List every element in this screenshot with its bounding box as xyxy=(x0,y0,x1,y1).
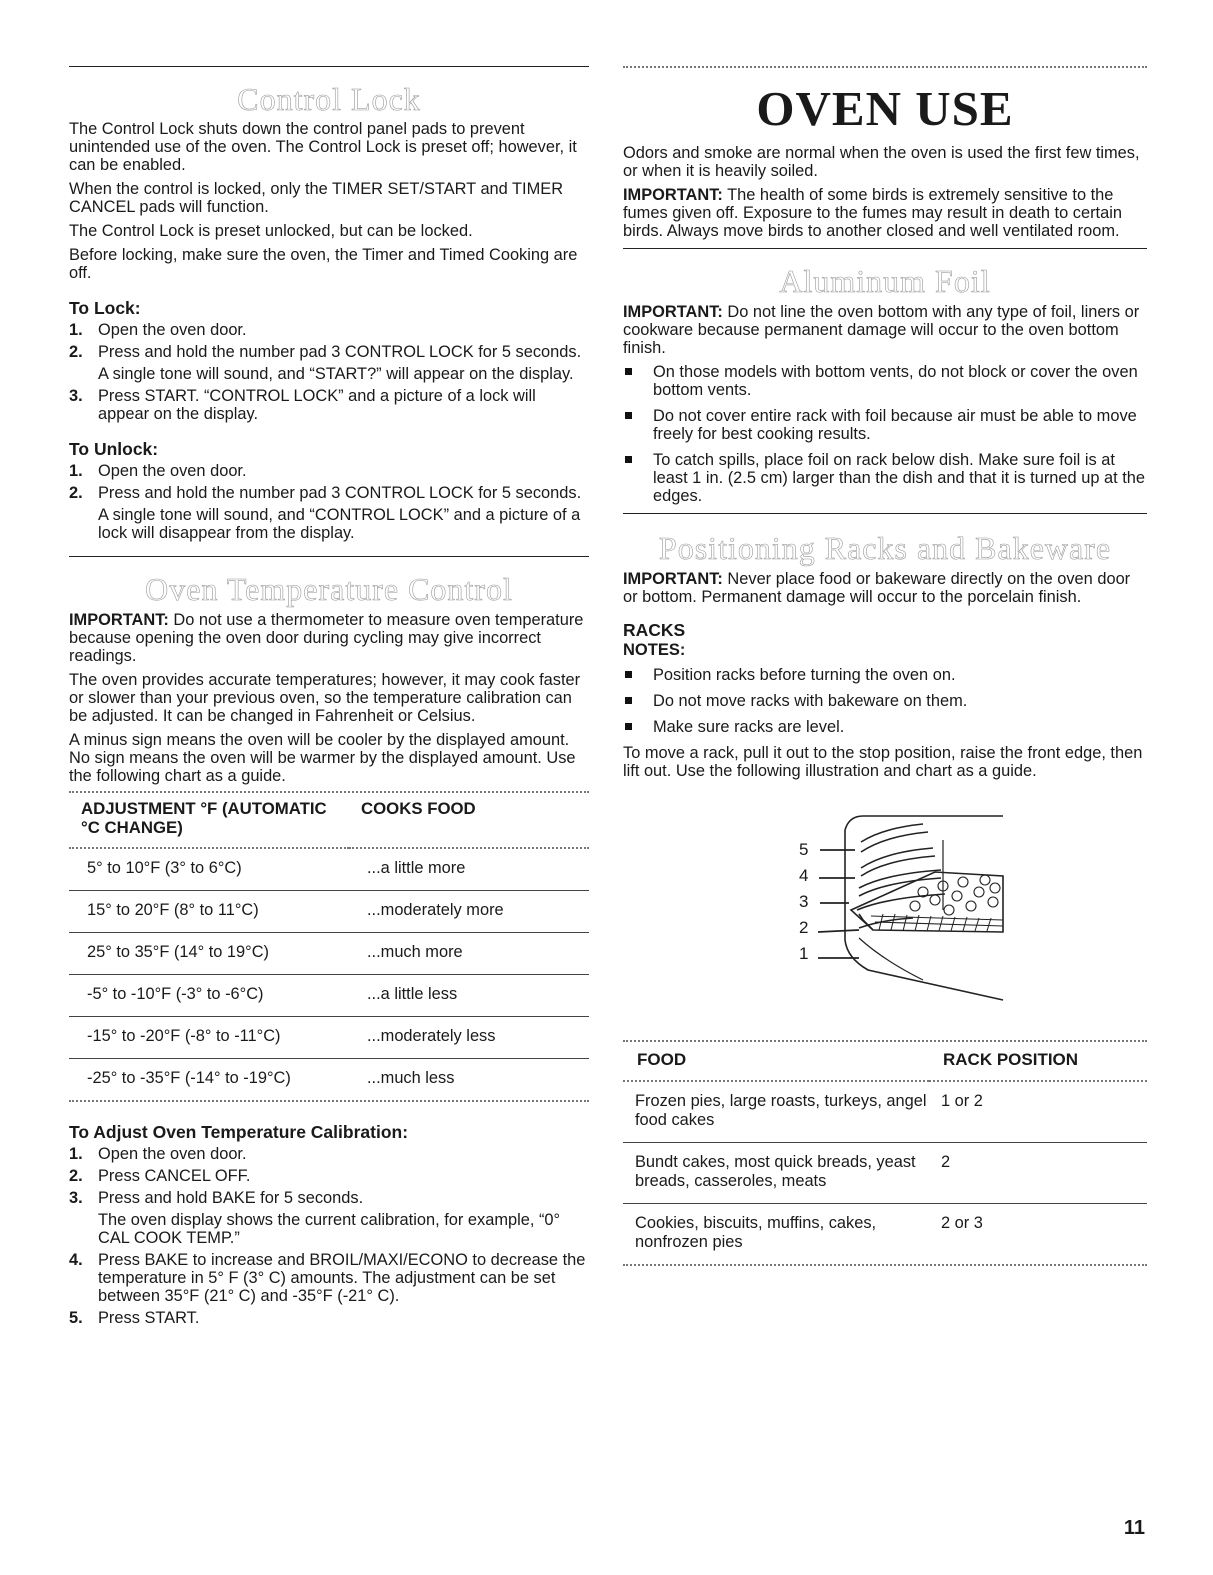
calibration-table xyxy=(69,793,589,1100)
page-title: OVEN USE xyxy=(756,81,1014,136)
important-note: IMPORTANT: Do not use a thermometer to measure oven temperature because opening the oven door during cycling may give incorrect readings. xyxy=(69,611,584,665)
foil-title: Aluminum Foil xyxy=(779,263,991,299)
paragraph: The Control Lock is preset unlocked, but can be locked. xyxy=(69,222,473,240)
list-item: 5. Press START. xyxy=(69,1309,200,1327)
control-lock-title: Control Lock xyxy=(237,81,421,117)
rack-number-labels xyxy=(799,837,808,967)
list-item: 1. Open the oven door. xyxy=(69,462,247,480)
to-unlock-heading: To Unlock: xyxy=(69,439,159,459)
paragraph: When the control is locked, only the TIMER SET/START and TIMER CANCEL pads will function. xyxy=(69,180,564,216)
paragraph: The Control Lock shuts down the control panel pads to prevent unintended use of the oven. The Control Lock is preset off; however, it can be enabled. xyxy=(69,120,577,174)
to-lock-heading: To Lock: xyxy=(69,298,141,318)
section-divider xyxy=(623,248,1147,249)
lock-steps xyxy=(69,321,589,423)
table-row: Cookies, biscuits, muffins, cakes, nonfrozen pies 2 or 3 xyxy=(635,1214,983,1251)
list-item: 3. Press START. “CONTROL LOCK” and a picture of a lock will appear on the display. xyxy=(69,387,536,423)
table-bottom-rule xyxy=(623,1264,1147,1266)
section-divider xyxy=(69,66,589,67)
rack-position-table xyxy=(623,1042,1147,1264)
list-item: Position racks before turning the oven on. xyxy=(623,666,1147,684)
column-header: FOOD xyxy=(637,1050,687,1069)
list-item: Make sure racks are level. xyxy=(623,718,1147,736)
notes-heading: NOTES: xyxy=(623,641,686,659)
racks-heading: RACKS xyxy=(623,620,686,640)
rack-illustration xyxy=(623,810,1147,1040)
paragraph: Odors and smoke are normal when the oven is used the first few times, or when it is heavily soiled. xyxy=(623,144,1140,180)
section-divider xyxy=(623,66,1147,68)
list-item: 1. Open the oven door. xyxy=(69,321,247,339)
racks-title: Positioning Racks and Bakeware xyxy=(658,530,1112,566)
rack-label: 4 xyxy=(799,866,809,885)
right-column xyxy=(623,0,1147,1266)
table-row: -25° to -35°F (-14° to -19°C) ...much less xyxy=(87,1069,455,1087)
paragraph: The oven provides accurate temperatures; however, it may cook faster or slower than your previous oven, so the temperature calibration can be adjusted. It can be changed in Fahrenheit or Celsius. xyxy=(69,671,581,725)
list-item: 1. Open the oven door. xyxy=(69,1145,247,1163)
calibration-heading: To Adjust Oven Temperature Calibration: xyxy=(69,1122,409,1142)
section-divider xyxy=(623,513,1147,514)
important-note: IMPORTANT: Do not line the oven bottom with any type of foil, liners or cookware because permanent damage will occur to the oven bottom finish. xyxy=(623,303,1140,357)
left-column xyxy=(69,0,589,1331)
table-row: 25° to 35°F (14° to 19°C) ...much more xyxy=(69,933,589,975)
oven-racks-diagram xyxy=(623,810,1147,1040)
important-note: IMPORTANT: Never place food or bakeware directly on the oven door or bottom. Permanent damage will occur to the porcelain finish. xyxy=(623,570,1131,606)
column-header: RACK POSITION xyxy=(943,1050,1079,1069)
list-item: 4. Press BAKE to increase and BROIL/MAXI/ECONO to decrease the temperature in 5° F (3° C) amounts. The adjustment can be set between 35°F (21° C) and -35°F (-21° C). xyxy=(69,1251,586,1305)
paragraph: A minus sign means the oven will be cooler by the displayed amount. No sign means the oven will be warmer by the displayed amount. Use the following chart as a guide. xyxy=(69,731,576,785)
paragraph: Before locking, make sure the oven, the Timer and Timed Cooking are off. xyxy=(69,246,578,282)
list-item: To catch spills, place foil on rack below dish. Make sure foil is at least 1 in. (2.5 cm) larger than the dish and that it is turned up at the edges. xyxy=(623,451,1147,505)
rack-label: 3 xyxy=(799,892,809,911)
table-row: Frozen pies, large roasts, turkeys, angel food cakes 1 or 2 xyxy=(623,1081,1147,1143)
table-bottom-rule xyxy=(69,1100,589,1102)
column-header: COOKS FOOD xyxy=(361,799,476,818)
table-row: -5° to -10°F (-3° to -6°C) ...a little less xyxy=(69,975,589,1017)
table-row: Bundt cakes, most quick breads, yeast breads, casseroles, meats 2 xyxy=(623,1143,1147,1204)
page-number: 11 xyxy=(1123,1517,1145,1539)
temp-control-title: Oven Temperature Control xyxy=(145,571,513,607)
paragraph: To move a rack, pull it out to the stop position, raise the front edge, then lift out. Use the following illustration and chart as a guide. xyxy=(623,744,1143,780)
list-item: 2. Press and hold the number pad 3 CONTROL LOCK for 5 seconds. A single tone will sound, and “START?” will appear on the display. xyxy=(69,343,582,383)
calibration-steps xyxy=(69,1145,589,1327)
column-header: ADJUSTMENT °F (AUTOMATIC °C CHANGE) xyxy=(81,799,327,837)
rack-label: 1 xyxy=(799,944,809,963)
list-item: On those models with bottom vents, do not block or cover the oven bottom vents. xyxy=(623,363,1147,399)
important-note: IMPORTANT: The health of some birds is extremely sensitive to the fumes given off. Exposure to the fumes may result in death to certain birds. Always move birds to another closed and well ventilated room. xyxy=(623,186,1122,240)
table-row: -15° to -20°F (-8° to -11°C) ...moderately less xyxy=(69,1017,589,1059)
list-item: 2. Press and hold the number pad 3 CONTROL LOCK for 5 seconds. A single tone will sound, and “CONTROL LOCK” and a picture of a lock will disappear from the display. xyxy=(69,484,582,542)
table-row: 15° to 20°F (8° to 11°C) ...moderately more xyxy=(69,891,589,933)
list-item: 2. Press CANCEL OFF. xyxy=(69,1167,251,1185)
table-row: 5° to 10°F (3° to 6°C) ...a little more xyxy=(69,848,589,891)
section-divider xyxy=(69,556,589,557)
unlock-steps xyxy=(69,462,589,542)
notes-bullets xyxy=(623,666,1147,736)
rack-label: 2 xyxy=(799,918,809,937)
list-item: Do not move racks with bakeware on them. xyxy=(623,692,1147,710)
list-item: Do not cover entire rack with foil because air must be able to move freely for best cooking results. xyxy=(623,407,1147,443)
list-item: 3. Press and hold BAKE for 5 seconds. The oven display shows the current calibration, for example, “0° CAL COOK TEMP.” xyxy=(69,1189,561,1247)
foil-bullets xyxy=(623,363,1147,505)
rack-label: 5 xyxy=(799,840,809,859)
